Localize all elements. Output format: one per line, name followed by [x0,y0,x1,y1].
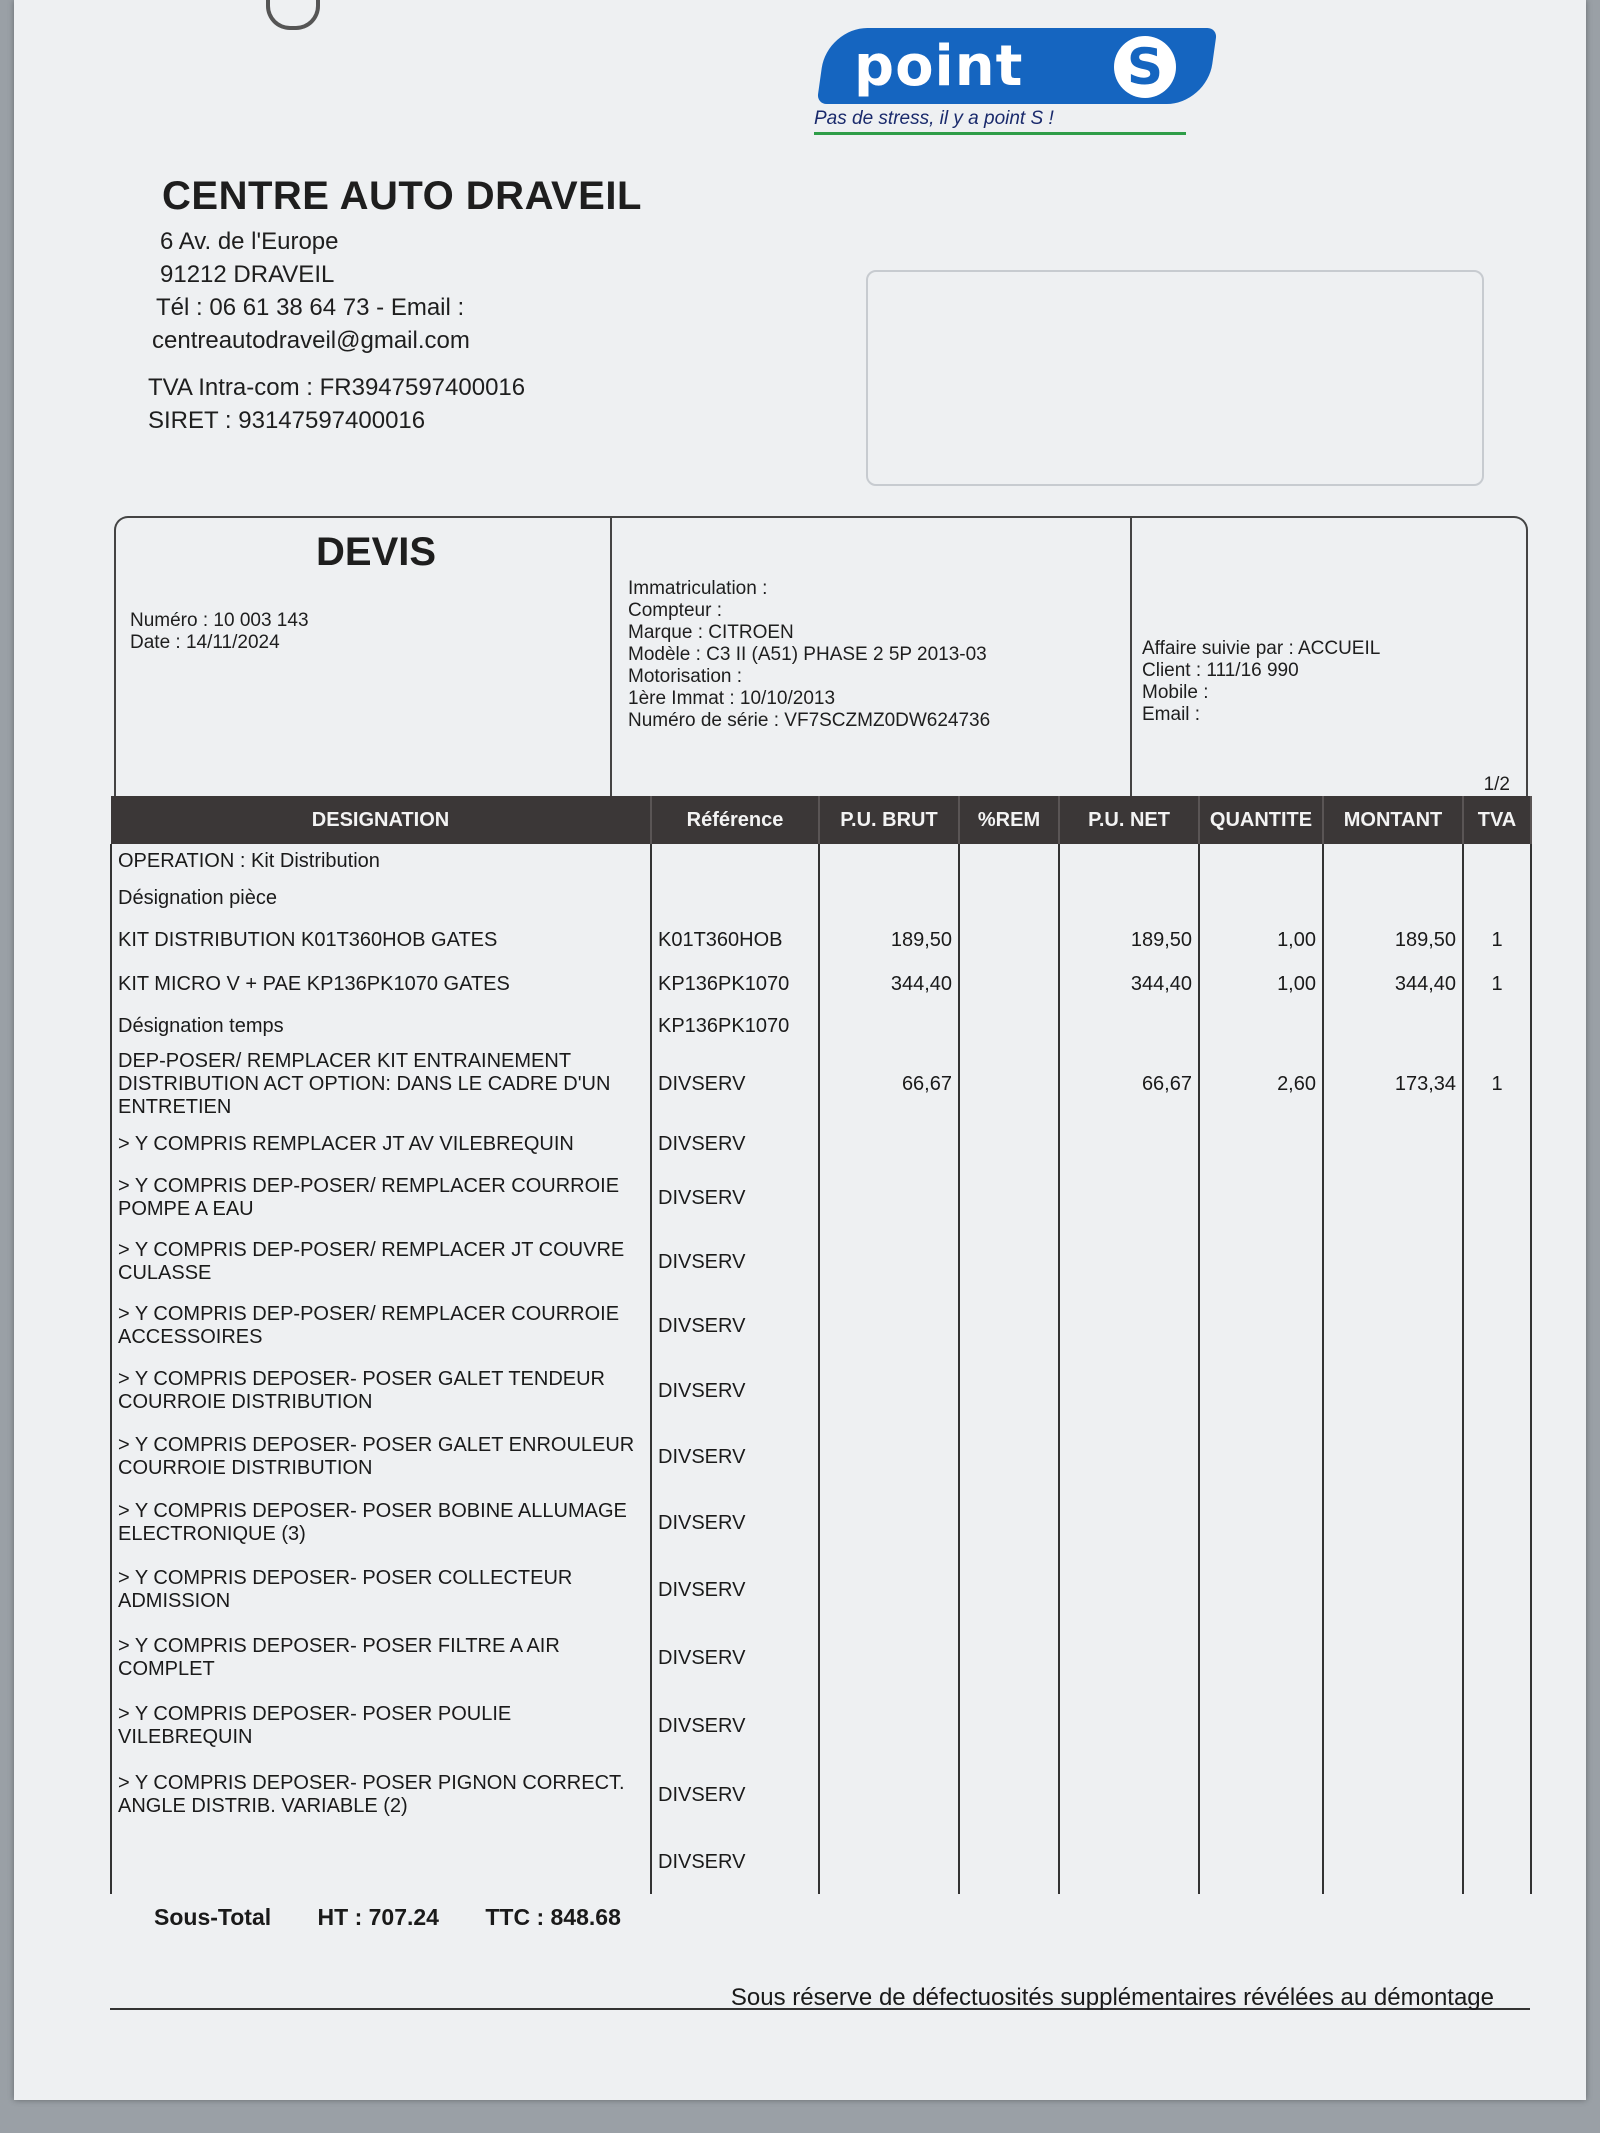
table-row [111,1230,1531,1294]
cell-designation: > Y COMPRIS DEP-POSER/ REMPLACER COURROIE POMPE A EAU [111,1166,651,1230]
cell-reference [651,878,819,918]
subtotal-label: Sous-Total [154,1904,272,1930]
table-row [111,1692,1531,1760]
subtotal [154,1904,661,1931]
cell-quantite [1199,844,1323,878]
cell-designation: OPERATION : Kit Distribution [111,844,651,878]
header-divider [1130,518,1132,798]
cell-quantite [1199,1692,1323,1760]
cell-montant: 189,50 [1323,918,1463,962]
reserve-note: Sous réserve de défectuosités supplémentaires révélées au démontage [730,1984,1494,2011]
cell-designation [111,1830,651,1894]
cell-rem [959,1006,1059,1046]
cell-quantite [1199,1556,1323,1624]
cell-designation: > Y COMPRIS DEPOSER- POSER POULIE VILEBREQUIN [111,1692,651,1760]
cell-designation: DEP-POSER/ REMPLACER KIT ENTRAINEMENT DISTRIBUTION ACT OPTION: DANS LE CADRE D'UN ENTRETIEN [111,1046,651,1122]
company-address-1: 6 Av. de l'Europe [160,228,339,255]
cell-designation: Désignation temps [111,1006,651,1046]
cell-pu-brut [819,1490,959,1556]
cell-rem [959,962,1059,1006]
cell-reference [651,844,819,878]
cell-rem [959,1122,1059,1166]
cell-pu-net [1059,1624,1199,1692]
cell-quantite [1199,1830,1323,1894]
cell-reference: KP136PK1070 [651,1006,819,1046]
vehicle-first-registration: 1ère Immat : 10/10/2013 [628,688,836,709]
cell-tva [1463,844,1531,878]
logo-s-mark: S [1114,36,1176,98]
cell-pu-net [1059,1294,1199,1358]
cell-tva [1463,1006,1531,1046]
company-siret: SIRET : 93147597400016 [148,407,426,434]
cell-pu-net [1059,1358,1199,1424]
vehicle-modele: Modèle : C3 II (A51) PHASE 2 5P 2013-03 [628,644,987,665]
company-address-2: 91212 DRAVEIL [160,261,335,288]
cell-pu-brut: 344,40 [819,962,959,1006]
cell-rem [959,1556,1059,1624]
cell-pu-net [1059,1166,1199,1230]
col-quantite: QUANTITE [1199,796,1323,844]
cell-tva: 1 [1463,1046,1531,1122]
subtotal-ttc: TTC : 848.68 [485,1904,621,1930]
col-montant: MONTANT [1323,796,1463,844]
logo-tagline: Pas de stress, il y a point S ! [814,108,1186,135]
cell-tva [1463,1166,1531,1230]
cell-rem [959,1358,1059,1424]
cell-tva [1463,1424,1531,1490]
cell-pu-brut [819,844,959,878]
col-designation: DESIGNATION [111,796,651,844]
cell-montant [1323,1760,1463,1830]
vehicle-immatriculation: Immatriculation : [628,578,768,599]
cell-pu-net [1059,878,1199,918]
cell-montant: 173,34 [1323,1046,1463,1122]
cell-pu-net [1059,1230,1199,1294]
quote-lines-table [110,796,1532,1894]
vehicle-info [628,578,990,732]
cell-rem [959,1760,1059,1830]
cell-pu-brut [819,1692,959,1760]
cell-quantite [1199,1424,1323,1490]
cell-rem [959,1490,1059,1556]
cell-designation: > Y COMPRIS DEPOSER- POSER PIGNON CORRECT. ANGLE DISTRIB. VARIABLE (2) [111,1760,651,1830]
table-row [111,844,1531,878]
vehicle-motorisation: Motorisation : [628,666,743,687]
cell-designation: > Y COMPRIS REMPLACER JT AV VILEBREQUIN [111,1122,651,1166]
cell-rem [959,844,1059,878]
cell-rem [959,1294,1059,1358]
page-number: 1/2 [1483,774,1510,795]
cell-tva [1463,1556,1531,1624]
logo-brand: point [854,34,1024,99]
quote-document [14,0,1586,2100]
cell-pu-brut [819,1556,959,1624]
table-row [111,962,1531,1006]
cell-montant [1323,1166,1463,1230]
cell-rem [959,1166,1059,1230]
cell-tva [1463,1294,1531,1358]
company-block [144,174,642,437]
cell-montant [1323,878,1463,918]
company-phone: Tél : 06 61 38 64 73 - Email : [156,294,465,321]
cell-quantite [1199,1624,1323,1692]
table-row [111,1006,1531,1046]
table-row [111,918,1531,962]
cell-reference: KP136PK1070 [651,962,819,1006]
cell-designation: > Y COMPRIS DEPOSER- POSER GALET TENDEUR COURROIE DISTRIBUTION [111,1358,651,1424]
table-body [111,844,1531,1894]
table-row [111,1556,1531,1624]
cell-pu-net [1059,1490,1199,1556]
cell-designation: > Y COMPRIS DEPOSER- POSER COLLECTEUR ADMISSION [111,1556,651,1624]
cell-reference: DIVSERV [651,1230,819,1294]
cell-designation: KIT DISTRIBUTION K01T360HOB GATES [111,918,651,962]
company-email: centreautodraveil@gmail.com [152,327,470,354]
table-row [111,1122,1531,1166]
client-number: Client : 111/16 990 [1142,660,1299,681]
cell-montant [1323,1556,1463,1624]
cell-quantite [1199,878,1323,918]
cell-rem [959,1424,1059,1490]
cell-reference: DIVSERV [651,1294,819,1358]
cell-montant [1323,1230,1463,1294]
cell-tva [1463,1760,1531,1830]
table-row [111,1358,1531,1424]
cell-pu-brut [819,1122,959,1166]
cell-pu-net [1059,1006,1199,1046]
cell-pu-net: 66,67 [1059,1046,1199,1122]
cell-rem [959,1624,1059,1692]
cell-tva [1463,1230,1531,1294]
cell-rem [959,1692,1059,1760]
cell-tva [1463,878,1531,918]
cell-rem [959,1230,1059,1294]
cell-reference: DIVSERV [651,1556,819,1624]
client-mobile: Mobile : [1142,682,1209,703]
cell-reference: DIVSERV [651,1358,819,1424]
cell-montant [1323,1294,1463,1358]
cell-designation: > Y COMPRIS DEPOSER- POSER GALET ENROULEUR COURROIE DISTRIBUTION [111,1424,651,1490]
table-row [111,1166,1531,1230]
cell-pu-brut [819,1424,959,1490]
cell-pu-net: 189,50 [1059,918,1199,962]
cell-pu-brut [819,1830,959,1894]
cell-montant [1323,1006,1463,1046]
point-s-logo [814,28,1214,138]
cell-pu-net [1059,1830,1199,1894]
vehicle-marque: Marque : CITROEN [628,622,794,643]
cell-reference: DIVSERV [651,1046,819,1122]
cell-pu-brut [819,1358,959,1424]
quote-number: Numéro : 10 003 143 [130,610,309,631]
cell-pu-net [1059,1556,1199,1624]
cell-tva [1463,1358,1531,1424]
cell-quantite: 2,60 [1199,1046,1323,1122]
cell-pu-brut: 66,67 [819,1046,959,1122]
cell-tva [1463,1490,1531,1556]
client-email: Email : [1142,704,1201,725]
cell-pu-brut [819,878,959,918]
cell-pu-net [1059,1760,1199,1830]
cell-reference: DIVSERV [651,1830,819,1894]
cell-pu-net: 344,40 [1059,962,1199,1006]
cell-montant [1323,1122,1463,1166]
cell-rem [959,878,1059,918]
cell-montant [1323,1424,1463,1490]
cell-pu-net [1059,1424,1199,1490]
cell-montant [1323,1358,1463,1424]
cell-reference: DIVSERV [651,1490,819,1556]
cell-reference: DIVSERV [651,1424,819,1490]
cell-montant [1323,1830,1463,1894]
binder-ring-icon [266,0,320,30]
cell-rem [959,1046,1059,1122]
client-info [1142,638,1380,726]
cell-pu-brut [819,1624,959,1692]
table-row [111,1760,1531,1830]
cell-tva: 1 [1463,918,1531,962]
table-row [111,1490,1531,1556]
quote-header [114,516,1528,798]
col-tva: TVA [1463,796,1531,844]
table-row [111,1294,1531,1358]
recipient-window [866,270,1484,486]
cell-designation: > Y COMPRIS DEPOSER- POSER BOBINE ALLUMAGE ELECTRONIQUE (3) [111,1490,651,1556]
cell-quantite [1199,1006,1323,1046]
header-divider [610,518,612,798]
cell-pu-brut [819,1760,959,1830]
cell-quantite: 1,00 [1199,962,1323,1006]
cell-quantite [1199,1294,1323,1358]
cell-quantite [1199,1166,1323,1230]
cell-pu-brut [819,1006,959,1046]
company-tva: TVA Intra-com : FR3947597400016 [148,374,526,401]
cell-quantite [1199,1230,1323,1294]
cell-reference: DIVSERV [651,1122,819,1166]
cell-reference: DIVSERV [651,1692,819,1760]
cell-quantite [1199,1760,1323,1830]
col-rem: %REM [959,796,1059,844]
table-row [111,1424,1531,1490]
cell-reference: DIVSERV [651,1760,819,1830]
cell-montant [1323,1624,1463,1692]
quote-title: DEVIS [316,530,437,574]
company-name: CENTRE AUTO DRAVEIL [162,174,642,218]
followed-by: Affaire suivie par : ACCUEIL [1142,638,1381,659]
cell-montant [1323,844,1463,878]
cell-pu-brut [819,1294,959,1358]
cell-quantite: 1,00 [1199,918,1323,962]
table-row [111,1830,1531,1894]
cell-pu-brut: 189,50 [819,918,959,962]
cell-montant [1323,1490,1463,1556]
table-header [111,796,1531,844]
cell-tva [1463,1830,1531,1894]
col-pu-net: P.U. NET [1059,796,1199,844]
cell-tva: 1 [1463,962,1531,1006]
quote-date: Date : 14/11/2024 [130,632,280,653]
table-row [111,1046,1531,1122]
cell-montant [1323,1692,1463,1760]
cell-quantite [1199,1358,1323,1424]
cell-designation: KIT MICRO V + PAE KP136PK1070 GATES [111,962,651,1006]
col-pu-brut: P.U. BRUT [819,796,959,844]
cell-designation: > Y COMPRIS DEP-POSER/ REMPLACER JT COUVRE CULASSE [111,1230,651,1294]
cell-quantite [1199,1122,1323,1166]
cell-rem [959,918,1059,962]
cell-designation: > Y COMPRIS DEPOSER- POSER FILTRE A AIR COMPLET [111,1624,651,1692]
table-row [111,878,1531,918]
cell-reference: DIVSERV [651,1166,819,1230]
cell-tva [1463,1624,1531,1692]
cell-montant: 344,40 [1323,962,1463,1006]
cell-tva [1463,1692,1531,1760]
quote-meta [130,610,309,654]
subtotal-ht: HT : 707.24 [317,1904,439,1930]
cell-rem [959,1830,1059,1894]
cell-pu-net [1059,1122,1199,1166]
cell-quantite [1199,1490,1323,1556]
cell-reference: DIVSERV [651,1624,819,1692]
cell-pu-brut [819,1230,959,1294]
cell-pu-net [1059,844,1199,878]
vehicle-compteur: Compteur : [628,600,722,621]
cell-designation: Désignation pièce [111,878,651,918]
cell-pu-brut [819,1166,959,1230]
cell-pu-net [1059,1692,1199,1760]
cell-designation: > Y COMPRIS DEP-POSER/ REMPLACER COURROIE ACCESSOIRES [111,1294,651,1358]
cell-tva [1463,1122,1531,1166]
col-reference: Référence [651,796,819,844]
table-row [111,1624,1531,1692]
vehicle-serial: Numéro de série : VF7SCZMZ0DW624736 [628,710,991,731]
cell-reference: K01T360HOB [651,918,819,962]
